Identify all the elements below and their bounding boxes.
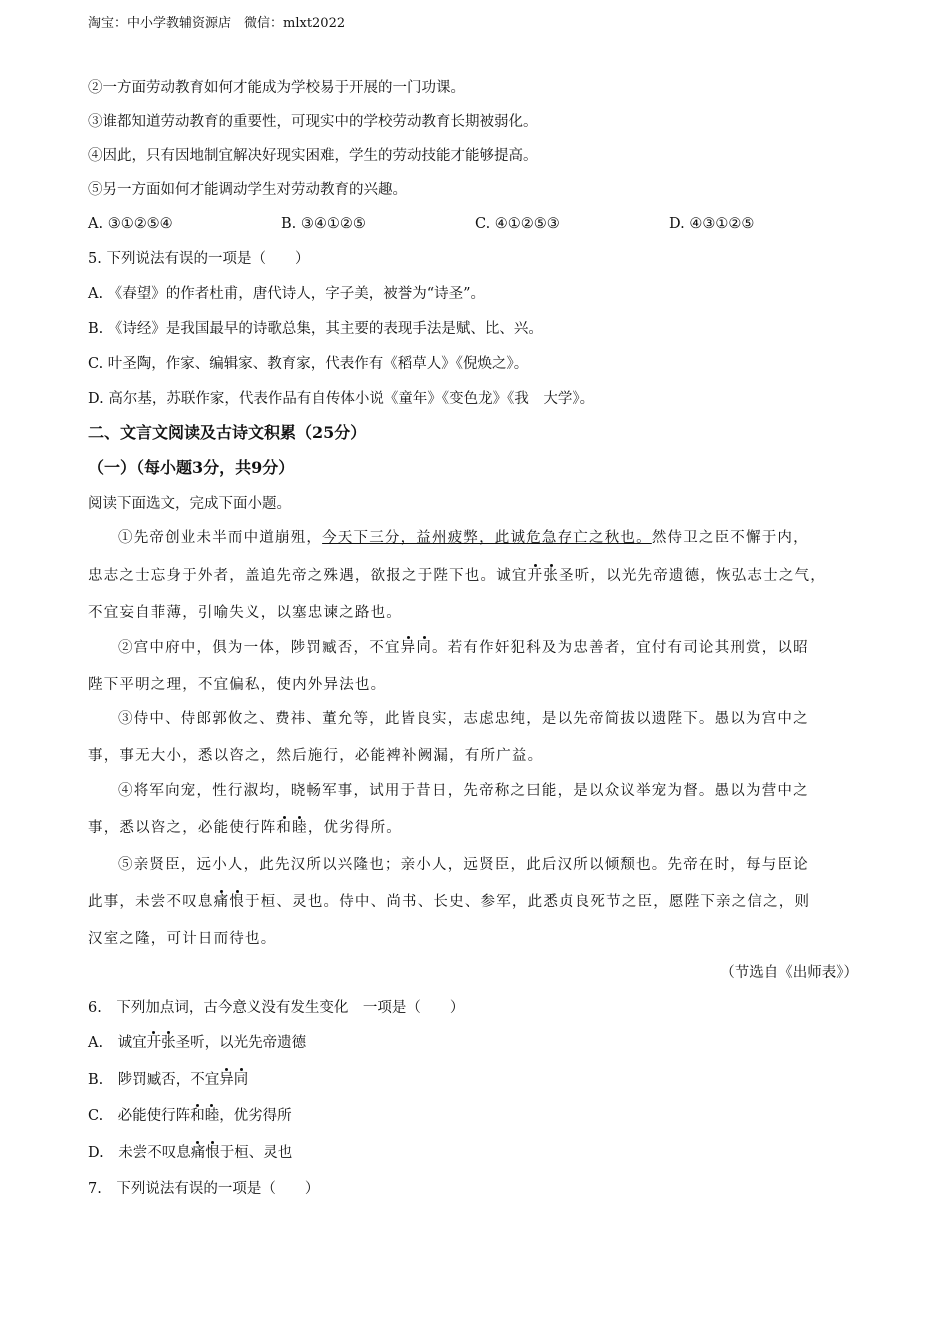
dotted-char: 恨 bbox=[229, 894, 246, 910]
q5-option-d: D. 高尔基，苏联作家，代表作品有自传体小说《童年》《变色龙》《我 大学》。 bbox=[88, 391, 595, 407]
passage-p1-line3: 不宜妄自菲薄，引喻失义，以塞忠谏之路也。 bbox=[88, 605, 402, 621]
passage-p3-line1: ③侍中、侍郎郭攸之、费祎、董允等，此皆良实，志虑忠纯，是以先帝简拔以遗陛下。愚以为宫中之 bbox=[118, 711, 809, 727]
dotted-char: 和 bbox=[276, 820, 293, 836]
dotted-char: 异 bbox=[219, 1072, 234, 1088]
dotted-char: 和 bbox=[190, 1108, 205, 1124]
q4-item-5: ⑤另一方面如何才能调动学生对劳动教育的兴趣。 bbox=[88, 182, 407, 198]
dotted-char: 恨 bbox=[205, 1145, 220, 1161]
passage-source: （节选自《出师表》） bbox=[720, 965, 858, 981]
q7-stem: 7. 下列说法有误的一项是（ ） bbox=[88, 1181, 320, 1197]
section-title: 二、文言文阅读及古诗文积累（25分） bbox=[88, 423, 367, 442]
q4-item-2: ②一方面劳动教育如何才能成为学校易于开展的一门功课。 bbox=[88, 80, 465, 96]
q4-item-4: ④因此，只有因地制宜解决好现实困难，学生的劳动技能才能够提高。 bbox=[88, 148, 538, 164]
dotted-char: 痛 bbox=[190, 1145, 206, 1161]
q4-item-3: ③谁都知道劳动教育的重要性，可现实中的学校劳动教育长期被弱化。 bbox=[88, 114, 538, 130]
q5-option-c: C. 叶圣陶，作家、编辑家、教育家，代表作有《稻草人》《倪焕之》。 bbox=[88, 356, 529, 372]
passage-p1-line2: 忠志之士忘身于外者，盖追先帝之殊遇，欲报之于陛下也。诚宜开张圣听，以光先帝遗德，恢弘志士之气， bbox=[88, 568, 826, 584]
underlined-sentence: 今天下三分，益州疲弊，此诚危急存亡之秋也。 bbox=[322, 530, 652, 546]
watermark-header: 淘宝：中小学教辅资源店 微信：mlxt2022 bbox=[88, 16, 346, 31]
passage-p5-line2: 此事，未尝不叹息痛恨于桓、灵也。侍中、尚书、长史、参军，此悉贞良死节之臣，愿陛下亲之信之，则 bbox=[88, 894, 811, 910]
q6-option-a: A. 诚宜开张圣听，以光先帝遗德 bbox=[88, 1035, 307, 1051]
q6-option-c: C. 必能使行阵和睦，优劣得所 bbox=[88, 1108, 292, 1124]
dotted-char: 睦 bbox=[204, 1108, 220, 1124]
passage-p1-line1: ①先帝创业未半而中道崩殂，今天下三分，益州疲弊，此诚危急存亡之秋也。然侍卫之臣不懈于内， bbox=[118, 530, 809, 546]
passage-p5-line3: 汉室之隆，可计日而待也。 bbox=[88, 931, 277, 947]
dotted-char: 张 bbox=[161, 1035, 176, 1051]
dotted-char: 同 bbox=[416, 640, 433, 656]
dotted-char: 张 bbox=[543, 568, 560, 584]
q4-option-a: A. ③①②⑤④ bbox=[88, 216, 173, 232]
passage-p3-line2: 事，事无大小，悉以咨之，然后施行，必能裨补阙漏，有所广益。 bbox=[88, 748, 544, 764]
passage-p4-line1: ④将军向宠，性行淑均，晓畅军事，试用于昔日，先帝称之曰能，是以众议举宠为督。愚以为营中之 bbox=[118, 783, 809, 799]
section-subtitle: （一）（每小题3分，共9分） bbox=[88, 458, 295, 477]
dotted-char: 开 bbox=[527, 568, 544, 584]
reading-instruction: 阅读下面选文，完成下面小题。 bbox=[88, 496, 291, 512]
passage-p5-line1: ⑤亲贤臣，远小人，此先汉所以兴隆也；亲小人，远贤臣，此后汉所以倾颓也。先帝在时，每与臣论 bbox=[118, 857, 809, 873]
q5-stem: 5. 下列说法有误的一项是（ ） bbox=[88, 251, 310, 267]
dotted-char: 开 bbox=[146, 1035, 162, 1051]
dotted-char: 痛 bbox=[213, 894, 230, 910]
passage-p4-line2: 事，悉以咨之，必能使行阵和睦，优劣得所。 bbox=[88, 820, 403, 836]
q5-option-a: A. 《春望》的作者杜甫，唐代诗人，字子美，被誉为“诗圣”。 bbox=[88, 286, 486, 302]
q4-option-b: B. ③④①②⑤ bbox=[281, 216, 366, 232]
q6-option-b: B. 陟罚臧否，不宜异同 bbox=[88, 1072, 249, 1088]
q5-option-b: B. 《诗经》是我国最早的诗歌总集，其主要的表现手法是赋、比、兴。 bbox=[88, 321, 543, 337]
q6-stem: 6. 下列加点词，古今意义没有发生变化 一项是（ ） bbox=[88, 1000, 465, 1016]
passage-p2-line2: 陛下平明之理，不宜偏私，使内外异法也。 bbox=[88, 677, 387, 693]
q4-option-d: D. ④③①②⑤ bbox=[669, 216, 755, 232]
dotted-char: 异 bbox=[400, 640, 417, 656]
passage-p2-line1: ②宫中府中，俱为一体，陟罚臧否，不宜异同。若有作奸犯科及为忠善者，宜付有司论其刑赏，以昭 bbox=[118, 640, 809, 656]
q6-option-d: D. 未尝不叹息痛恨于桓、灵也 bbox=[88, 1145, 293, 1161]
q4-option-c: C. ④①②⑤③ bbox=[475, 216, 560, 232]
dotted-char: 睦 bbox=[292, 820, 308, 836]
dotted-char: 同 bbox=[233, 1072, 249, 1088]
